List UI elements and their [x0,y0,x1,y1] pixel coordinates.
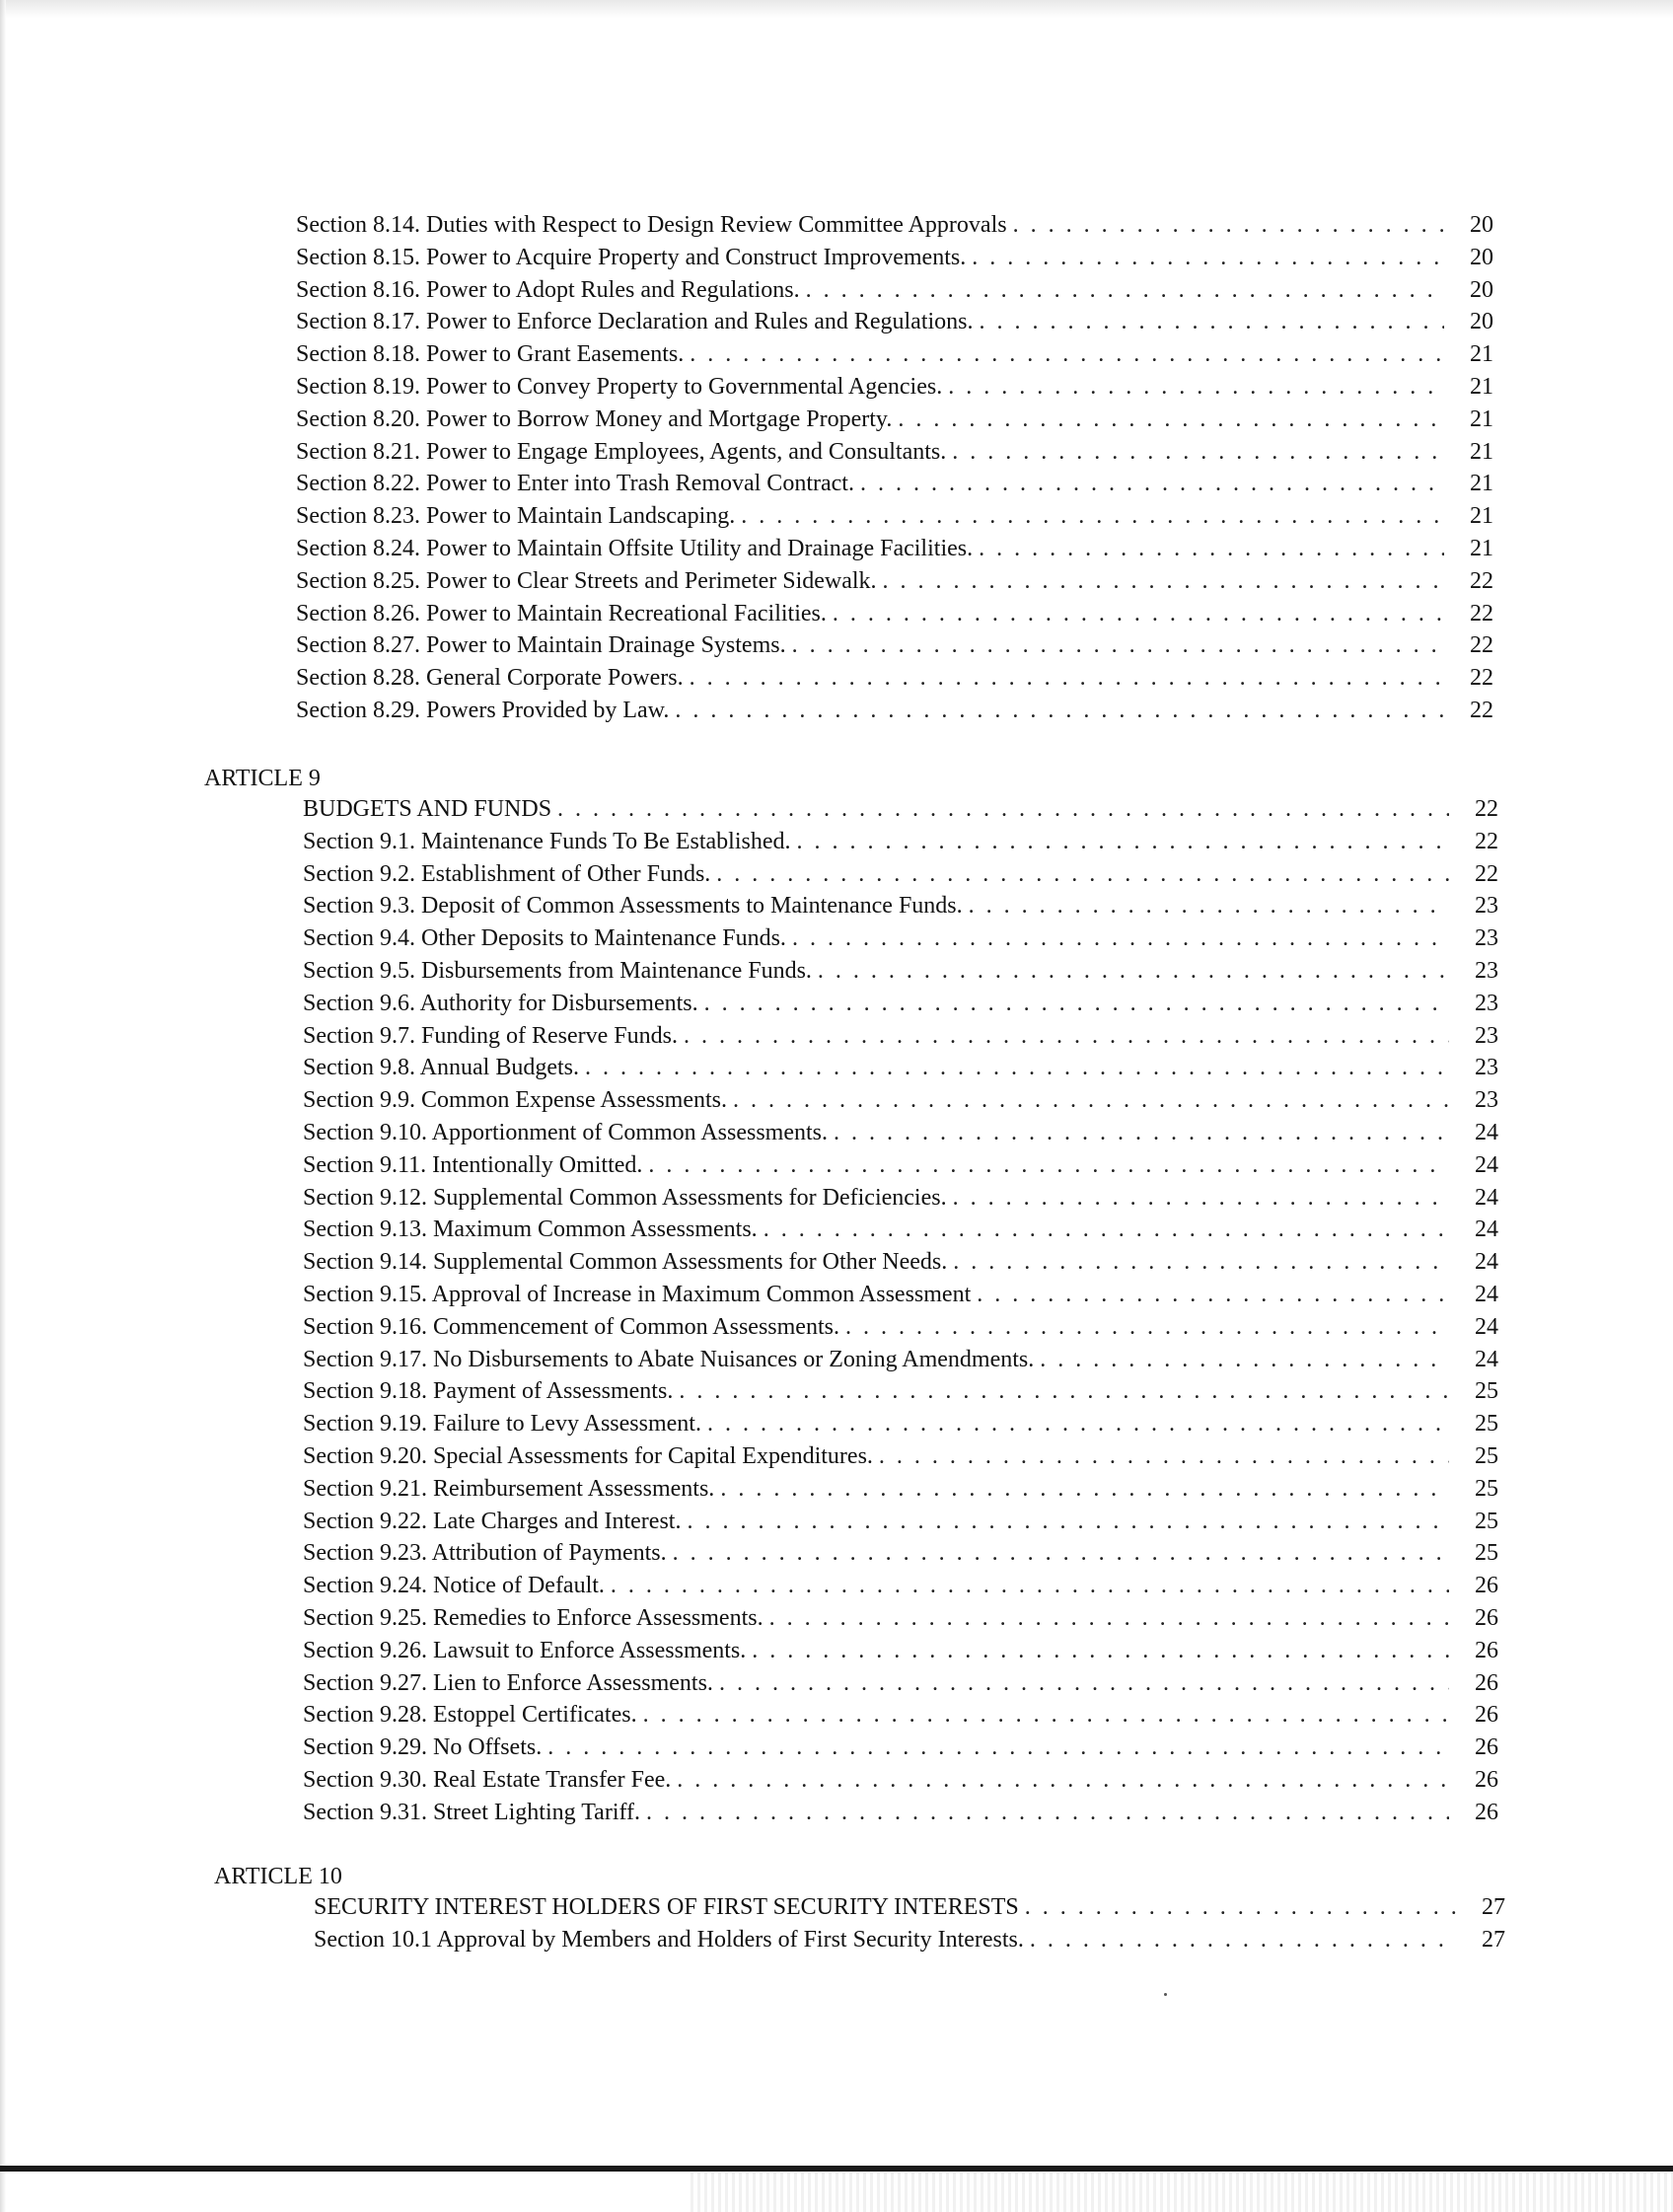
toc-entry-label: Section 9.7. Funding of Reserve Funds. [303,1022,678,1049]
toc-entry [296,274,1493,307]
dot-leader [646,1797,1449,1829]
toc-entry-label: Section 9.2. Establishment of Other Funds. [303,860,711,887]
toc-entry-page-number: 23 [1475,1022,1498,1049]
toc-entry-label: Section 9.6. Authority for Disbursements. [303,990,698,1016]
toc-entry [303,1149,1498,1182]
dot-leader [1013,209,1444,242]
toc-entry-page-number: 22 [1470,697,1493,723]
toc-entry-label: Section 8.19. Power to Convey Property to Governmental Agencies. [296,373,943,400]
toc-entry-page-number: 25 [1475,1411,1498,1438]
toc-entry [303,1084,1498,1117]
toc-entry [296,598,1493,630]
dot-leader [1030,1924,1456,1956]
article-10-sections [0,1891,1673,1956]
toc-entry-page-number: 26 [1475,1669,1498,1696]
toc-entry-page-number: 23 [1475,990,1498,1016]
toc-entry [303,1797,1498,1829]
toc-entry [303,858,1498,891]
dot-leader [979,533,1444,565]
toc-entry [303,1246,1498,1279]
toc-entry-label: Section 9.3. Deposit of Common Assessments to Maintenance Funds. [303,893,963,920]
article-10-heading: ARTICLE 10 [214,1864,342,1889]
toc-entry-label: Section 9.20. Special Assessments for Capital Expenditures. [303,1442,873,1469]
toc-entry-page-number: 22 [1470,632,1493,659]
toc-entry [303,1311,1498,1344]
toc-entry [296,404,1493,436]
article-9-heading: ARTICLE 9 [204,766,321,791]
toc-entry-page-number: 22 [1475,860,1498,887]
toc-entry-page-number: 21 [1470,471,1493,497]
dot-leader [834,1117,1449,1149]
toc-entry [303,1602,1498,1635]
toc-entry-page-number: 22 [1470,665,1493,692]
dot-leader [704,988,1449,1020]
dot-leader [648,1149,1449,1182]
toc-entry-label: Section 8.23. Power to Maintain Landscaping. [296,503,736,530]
toc-entry-page-number: 26 [1475,1702,1498,1729]
toc-entry [296,371,1493,404]
toc-entry-label: Section 9.10. Apportionment of Common Assessments. [303,1119,828,1145]
scan-speck [1164,1993,1167,1996]
toc-entry [303,1279,1498,1311]
toc-entry-label: Section 9.11. Intentionally Omitted. [303,1151,643,1178]
toc-entry [303,1182,1498,1215]
toc-entry [303,1635,1498,1667]
dot-leader [879,1440,1449,1473]
dot-leader [883,565,1444,598]
toc-entry-page-number: 20 [1470,244,1493,270]
toc-entry [296,306,1493,338]
toc-entry-page-number: 24 [1475,1184,1498,1211]
toc-entry [303,1440,1498,1473]
toc-entry [303,1506,1498,1538]
dot-leader [833,598,1444,630]
toc-entry-page-number: 25 [1475,1540,1498,1567]
dot-leader [675,695,1444,727]
dot-leader [673,1537,1449,1570]
toc-entry-page-number: 26 [1475,1766,1498,1793]
toc-entry-label: Section 9.24. Notice of Default. [303,1573,605,1599]
dot-leader [547,1732,1449,1764]
dot-leader [690,662,1444,695]
dot-leader [764,1214,1449,1246]
toc-entry [303,1570,1498,1602]
toc-entry-page-number: 24 [1475,1217,1498,1243]
toc-entry-page-number: 27 [1482,1894,1505,1920]
toc-entry-page-number: 21 [1470,535,1493,561]
toc-entry [314,1891,1505,1924]
toc-entry [303,826,1498,858]
toc-entry-label: Section 9.15. Approval of Increase in Maximum Common Assessment [303,1281,972,1307]
toc-entry-page-number: 27 [1482,1926,1505,1953]
dot-leader [585,1052,1449,1084]
toc-entry [296,695,1493,727]
toc-entry-page-number: 23 [1475,893,1498,920]
toc-entry [296,436,1493,469]
toc-entry-page-number: 21 [1470,406,1493,432]
scan-edge-top [0,0,1673,18]
toc-entry-label: Section 9.28. Estoppel Certificates. [303,1702,637,1729]
toc-entry [303,1375,1498,1408]
dot-leader [898,404,1444,436]
toc-entry-page-number: 22 [1475,796,1498,822]
toc-entry-label: Section 9.13. Maximum Common Assessments. [303,1217,758,1243]
toc-entry-label: Section 8.15. Power to Acquire Property and Construct Improvements. [296,244,967,270]
toc-entry [303,922,1498,955]
dot-leader [948,371,1444,404]
dot-leader [707,1408,1449,1440]
toc-entry-page-number: 21 [1470,503,1493,530]
toc-entry [303,1537,1498,1570]
toc-entry-page-number: 21 [1470,373,1493,400]
dot-leader [953,1246,1449,1279]
dot-leader [792,922,1449,955]
toc-entry [296,533,1493,565]
scan-edge-bottom [0,2166,1673,2172]
toc-entry [303,793,1498,826]
toc-entry [303,1020,1498,1053]
toc-entry-page-number: 26 [1475,1799,1498,1825]
toc-entry [296,209,1493,242]
dot-leader [792,629,1444,662]
toc-entry-page-number: 24 [1475,1346,1498,1372]
toc-entry-page-number: 23 [1475,1087,1498,1114]
toc-entry-label: Section 8.20. Power to Borrow Money and Mortgage Property. [296,406,893,432]
toc-entry-page-number: 26 [1475,1637,1498,1663]
toc-entry-label: Section 9.5. Disbursements from Maintenance Funds. [303,957,812,984]
toc-entry-page-number: 25 [1475,1442,1498,1469]
dot-leader [719,1667,1449,1700]
toc-entry-page-number: 24 [1475,1119,1498,1145]
toc-entry [303,1117,1498,1149]
toc-entry-label: Section 8.14. Duties with Respect to Design Review Committee Approvals [296,212,1007,238]
toc-entry [296,242,1493,274]
toc-entry-label: Section 8.28. General Corporate Powers. [296,665,684,692]
toc-entry [303,890,1498,922]
toc-entry [303,1473,1498,1506]
toc-entry-label: Section 8.21. Power to Engage Employees, Agents, and Consultants. [296,438,947,465]
dot-leader [720,1473,1449,1506]
toc-entry-label: Section 8.27. Power to Maintain Drainage Systems. [296,632,786,659]
toc-entry-page-number: 20 [1470,309,1493,335]
toc-entry-label: Section 8.22. Power to Enter into Trash Removal Contract. [296,471,854,497]
toc-entry-label: Section 9.1. Maintenance Funds To Be Established. [303,828,791,854]
toc-entry-label: Section 9.26. Lawsuit to Enforce Assessments. [303,1637,747,1663]
toc-entry-label: Section 9.29. No Offsets. [303,1734,543,1761]
toc-entry-page-number: 23 [1475,1055,1498,1081]
toc-entry-label: Section 9.30. Real Estate Transfer Fee. [303,1766,672,1793]
dot-leader [611,1570,1449,1602]
article-9-sections [0,793,1673,1829]
toc-entry-label: Section 10.1 Approval by Members and Holders of First Security Interests. [314,1926,1024,1953]
dot-leader [1040,1344,1449,1376]
dot-leader [796,826,1449,858]
toc-entry-label: Section 9.18. Payment of Assessments. [303,1378,674,1405]
toc-entry [303,1667,1498,1700]
toc-entry-label: Section 8.18. Power to Grant Easements. [296,341,685,368]
dot-leader [557,793,1449,826]
toc-entry-label: Section 9.27. Lien to Enforce Assessments. [303,1669,713,1696]
toc-entry-page-number: 25 [1475,1475,1498,1502]
toc-entry-label: Section 9.16. Commencement of Common Assessments. [303,1313,839,1340]
toc-entry-page-number: 22 [1470,600,1493,627]
toc-entry-page-number: 26 [1475,1573,1498,1599]
scan-noise-bottom [691,2173,1673,2212]
toc-entry-page-number: 21 [1470,341,1493,368]
dot-leader [690,338,1444,371]
dot-leader [752,1635,1449,1667]
dot-leader [687,1506,1449,1538]
dot-leader [860,468,1444,500]
dot-leader [818,955,1449,988]
toc-entry-label: Section 9.4. Other Deposits to Maintenance Funds. [303,925,786,952]
dot-leader [969,890,1449,922]
toc-entry [314,1924,1505,1956]
toc-entry [303,955,1498,988]
toc-entry-label: Section 8.16. Power to Adopt Rules and Regulations. [296,276,800,303]
article-8-sections [0,209,1673,727]
toc-entry-label: Section 9.12. Supplemental Common Assessments for Deficiencies. [303,1184,947,1211]
toc-entry-page-number: 23 [1475,925,1498,952]
toc-entry [296,565,1493,598]
toc-entry-page-number: 25 [1475,1508,1498,1534]
dot-leader [679,1375,1449,1408]
toc-entry [296,500,1493,533]
dot-leader [643,1699,1449,1732]
toc-entry-label: Section 9.31. Street Lighting Tariff. [303,1799,641,1825]
dot-leader [733,1084,1449,1117]
dot-leader [677,1764,1449,1797]
toc-entry [303,1699,1498,1732]
toc-entry [303,1344,1498,1376]
toc-entry [296,338,1493,371]
toc-entry [296,629,1493,662]
toc-entry-label: Section 9.23. Attribution of Payments. [303,1540,667,1567]
dot-leader [1025,1891,1456,1924]
dot-leader [741,500,1444,533]
toc-entry [296,662,1493,695]
toc-entry [303,1764,1498,1797]
toc-entry-page-number: 26 [1475,1734,1498,1761]
toc-entry-label: Section 9.14. Supplemental Common Assessments for Other Needs. [303,1249,948,1276]
toc-entry-page-number: 22 [1475,828,1498,854]
toc-entry [303,1732,1498,1764]
toc-entry-page-number: 24 [1475,1249,1498,1276]
toc-entry-page-number: 25 [1475,1378,1498,1405]
toc-entry-page-number: 20 [1470,276,1493,303]
toc-entry-label: Section 9.17. No Disbursements to Abate Nuisances or Zoning Amendments. [303,1346,1035,1372]
toc-entry-label: Section 9.21. Reimbursement Assessments. [303,1475,715,1502]
dot-leader [806,274,1444,307]
toc-entry-page-number: 22 [1470,567,1493,594]
dot-leader [684,1020,1449,1053]
dot-leader [972,242,1444,274]
toc-entry-label: BUDGETS AND FUNDS [303,796,552,822]
toc-entry [296,468,1493,500]
toc-entry-label: Section 9.9. Common Expense Assessments. [303,1087,727,1114]
toc-entry-label: Section 8.24. Power to Maintain Offsite Utility and Drainage Facilities. [296,535,974,561]
toc-entry-page-number: 24 [1475,1281,1498,1307]
toc-entry-label: Section 8.17. Power to Enforce Declaration and Rules and Regulations. [296,309,974,335]
dot-leader [952,436,1444,469]
toc-entry-label: SECURITY INTEREST HOLDERS OF FIRST SECURITY INTERESTS [314,1894,1019,1920]
toc-entry-label: Section 9.22. Late Charges and Interest. [303,1508,682,1534]
dot-leader [769,1602,1449,1635]
dot-leader [716,858,1449,891]
toc-entry [303,1408,1498,1440]
toc-entry-label: Section 8.25. Power to Clear Streets and Perimeter Sidewalk. [296,567,877,594]
dot-leader [977,1279,1449,1311]
toc-entry-page-number: 24 [1475,1313,1498,1340]
toc-entry-page-number: 24 [1475,1151,1498,1178]
toc-entry-label: Section 9.25. Remedies to Enforce Assessments. [303,1604,764,1631]
toc-entry-page-number: 23 [1475,957,1498,984]
toc-entry-label: Section 9.8. Annual Budgets. [303,1055,579,1081]
dot-leader [953,1182,1449,1215]
toc-entry-label: Section 8.29. Powers Provided by Law. [296,697,670,723]
toc-entry-page-number: 21 [1470,438,1493,465]
toc-entry-page-number: 20 [1470,212,1493,238]
toc-entry [303,1052,1498,1084]
toc-entry-page-number: 26 [1475,1604,1498,1631]
toc-entry [303,1214,1498,1246]
dot-leader [845,1311,1449,1344]
toc-entry-label: Section 9.19. Failure to Levy Assessment. [303,1411,701,1438]
toc-entry-label: Section 8.26. Power to Maintain Recreational Facilities. [296,600,827,627]
dot-leader [980,306,1445,338]
toc-entry [303,988,1498,1020]
